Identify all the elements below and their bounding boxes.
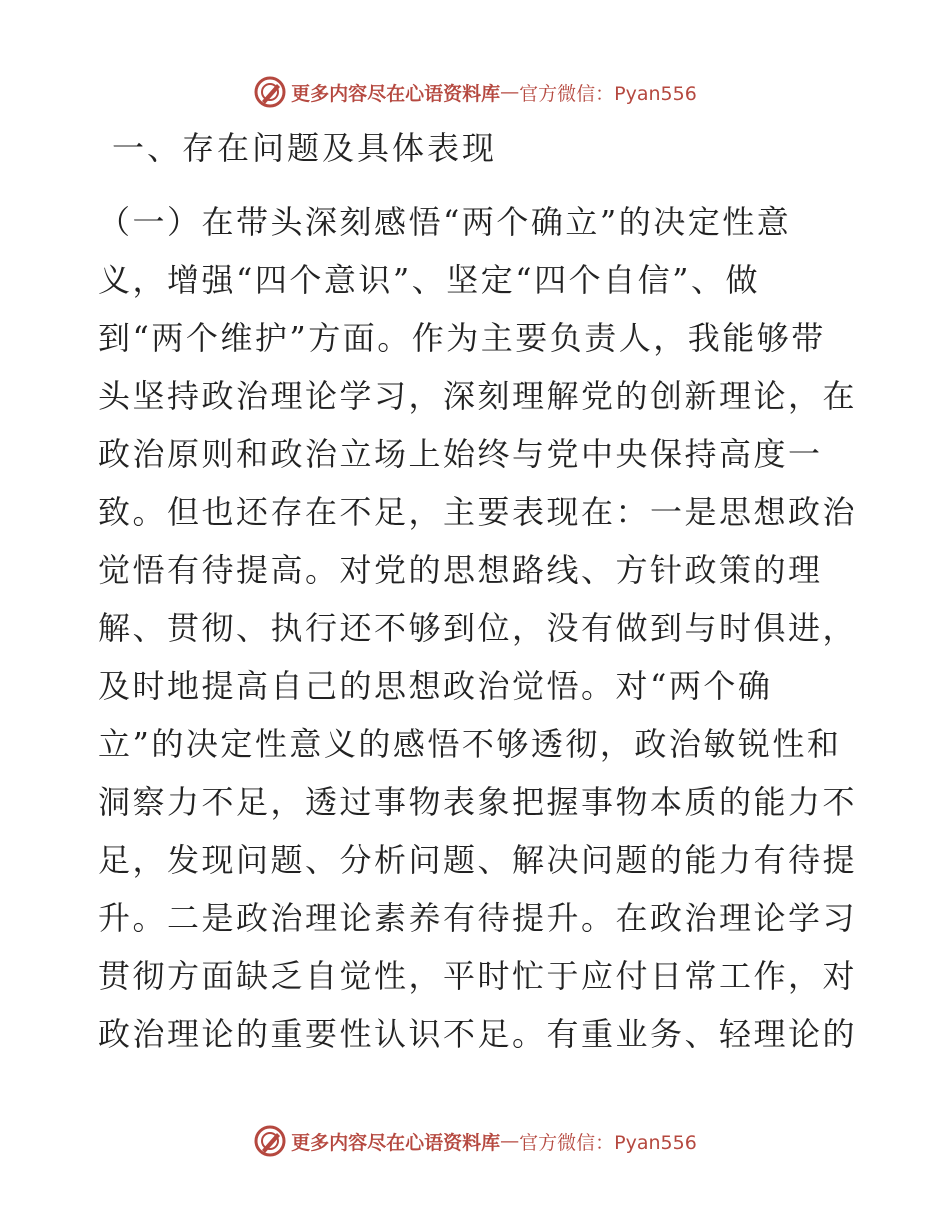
text-line: 政治理论的重要性认识不足。有重业务、轻理论的 xyxy=(98,1015,858,1053)
watermark-wechat: 官方微信：Pyan556 xyxy=(519,1131,697,1154)
header-watermark xyxy=(0,72,950,112)
text-line: 洞察力不足，透过事物表象把握事物本质的能力不 xyxy=(98,783,858,821)
body-text xyxy=(98,193,858,1063)
text-line: 立”的决定性意义的感悟不够透彻，政治敏锐性和 xyxy=(98,725,842,763)
text-line: 政治原则和政治立场上始终与党中央保持高度一 xyxy=(98,435,823,473)
watermark-dash: — xyxy=(500,1130,520,1152)
text-line: 到“两个维护”方面。作为主要负责人，我能够带 xyxy=(98,319,826,357)
text-line: 升。二是政治理论素养有待提升。在政治理论学习 xyxy=(98,899,858,937)
watermark-text: 更多内容尽在心语资料库 xyxy=(291,1131,501,1154)
footer-watermark xyxy=(0,1121,950,1161)
text-line: 致。但也还存在不足，主要表现在：一是思想政治 xyxy=(98,493,858,531)
watermark-wechat: 官方微信：Pyan556 xyxy=(519,82,697,105)
text-line: （一）在带头深刻感悟“两个确立”的决定性意 xyxy=(98,203,792,241)
text-line: 头坚持政治理论学习，深刻理解党的创新理论，在 xyxy=(98,377,858,415)
text-line: 解、贯彻、执行还不够到位，没有做到与时俱进， xyxy=(98,609,858,647)
text-line: 及时地提高自己的思想政治觉悟。对“两个确 xyxy=(98,667,773,705)
text-line: 贯彻方面缺乏自觉性，平时忙于应付日常工作，对 xyxy=(98,957,858,995)
pen-logo-icon xyxy=(253,75,287,109)
watermark-dash: — xyxy=(500,81,520,103)
text-line: 觉悟有待提高。对党的思想路线、方针政策的理 xyxy=(98,551,823,589)
text-line: 足，发现问题、分析问题、解决问题的能力有待提 xyxy=(98,841,858,879)
text-line: 义，增强“四个意识”、坚定“四个自信”、做 xyxy=(98,261,760,299)
watermark-text: 更多内容尽在心语资料库 xyxy=(291,82,501,105)
section-heading: 一、存在问题及具体表现 xyxy=(112,129,498,167)
pen-logo-icon xyxy=(253,1124,287,1158)
